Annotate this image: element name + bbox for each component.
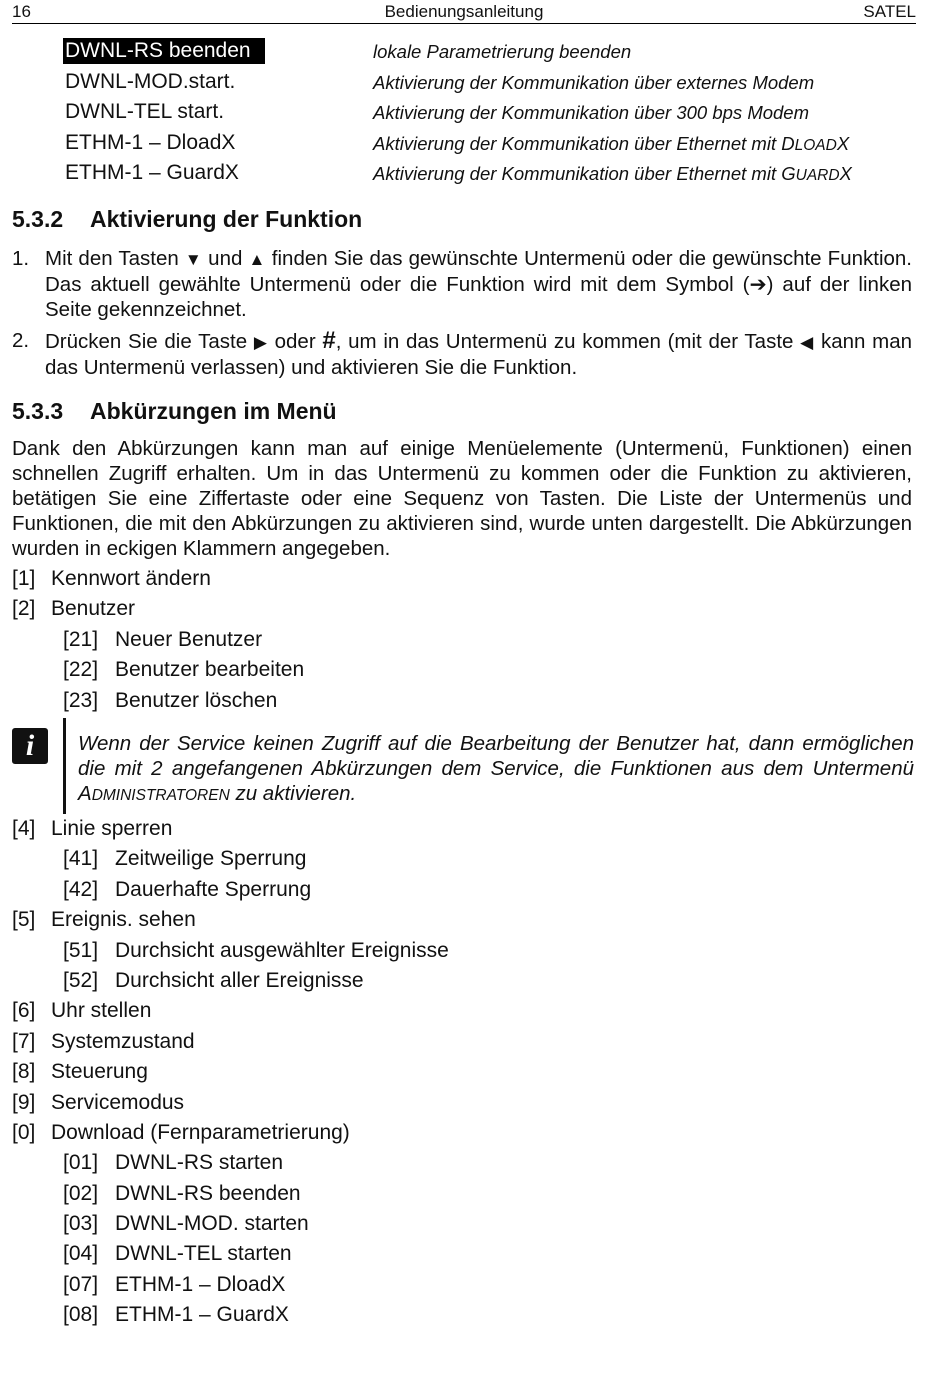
list-item: [7] Systemzustand [12, 1029, 195, 1053]
menu-description: Aktivierung der Kommunikation über externes Modem [373, 71, 815, 93]
menu-row [63, 38, 913, 69]
page-header [12, 0, 916, 24]
list-item: [6] Uhr stellen [12, 999, 152, 1023]
shortcuts-intro-paragraph: Dank den Abkürzungen kann man auf einige Menüelemente (Untermenü, Funktionen) einen schnellen Zugriff erhalten. Um in das Untermenü zu kommen oder die Funktion zu aktivieren, betätigen Sie eine Ziffertaste oder eine Sequenz von Tasten. Die Liste der Untermenüs und Funktionen, die mit den Abkürzungen zu aktivieren sind, wurde unten dargestellt. Die Abkürzungen wurden in eckigen Klammern angegeben. [12, 437, 912, 560]
list-item: [42] Dauerhafte Sperrung [63, 877, 312, 901]
arrow-right-icon: ▶ [253, 333, 268, 352]
list-item: [2] Benutzer [12, 597, 136, 621]
arrow-up-icon: ▲ [248, 250, 266, 269]
page-number: 16 [12, 2, 31, 21]
menu-key: DWNL-TEL start. [65, 100, 225, 123]
list-item: [21] Neuer Benutzer [63, 627, 263, 651]
menu-description: Aktivierung der Kommunikation über 300 bps Modem [373, 102, 810, 123]
hash-key-icon: # [322, 327, 336, 354]
menu-description: lokale Parametrierung beenden [373, 41, 632, 62]
list-item: [08] ETHM-1 – GuardX [63, 1303, 289, 1327]
list-item: [22] Benutzer bearbeiten [63, 658, 305, 682]
list-item: [03] DWNL-MOD. starten [63, 1212, 309, 1236]
step-item: 2. Drücken Sie die Taste ▶ oder #, um in das Untermenü zu kommen (mit der Taste ◀ kann man das Untermenü verlassen) und aktivieren Sie die Funktion. [12, 327, 912, 379]
document-title: Bedienungsanleitung [384, 2, 544, 21]
list-item: [4] Linie sperren [12, 817, 173, 840]
info-icon: i [12, 728, 48, 764]
menu-description: Aktivierung der Kommunikation über Ethernet mit GUARDX [373, 163, 852, 184]
list-item: [5] Ereignis. sehen [12, 908, 196, 932]
menu-key: ETHM-1 – DloadX [65, 130, 236, 154]
list-item: [51] Durchsicht ausgewählter Ereignisse [63, 938, 449, 962]
section-heading-532: 5.3.2 Aktivierung der Funktion [12, 206, 363, 232]
list-item: [02] DWNL-RS beenden [63, 1181, 301, 1205]
menu-row [63, 160, 913, 191]
menu-key: ETHM-1 – GuardX [65, 161, 239, 184]
menu-row [63, 99, 913, 130]
list-item: [04] DWNL-TEL starten [63, 1242, 292, 1266]
menu-description: Aktivierung der Kommunikation über Ethernet mit DLOADX [373, 132, 850, 154]
brand-name: SATEL [863, 2, 916, 21]
arrow-down-icon: ▼ [184, 250, 203, 269]
menu-row [63, 130, 913, 161]
arrow-left-icon: ◀ [800, 333, 815, 352]
info-note [12, 718, 914, 816]
cursor-arrow-icon: ➔ [749, 273, 767, 296]
note-text: Wenn der Service keinen Zugriff auf die Bearbeitung der Benutzer hat, dann ermöglichen die mit 2 angefangenen Abkürzungen dem Service, die Funktionen aus dem Untermenü ADMINISTRATOREN zu aktivieren. [78, 732, 914, 805]
menu-key: DWNL-MOD.start. [65, 69, 236, 93]
list-item: [52] Durchsicht aller Ereignisse [63, 968, 364, 992]
list-item: [41] Zeitweilige Sperrung [63, 847, 307, 871]
menu-key-highlighted: DWNL-RS beenden [63, 38, 265, 64]
list-item: [0] Download (Fernparametrierung) [12, 1120, 350, 1144]
list-item: [1] Kennwort ändern [12, 567, 211, 590]
note-divider [63, 718, 66, 814]
menu-table [63, 38, 913, 191]
list-item: [07] ETHM-1 – DloadX [63, 1272, 286, 1296]
shortcut-list-a [12, 566, 304, 718]
menu-row [63, 69, 913, 100]
list-item: [23] Benutzer löschen [63, 688, 278, 712]
shortcut-list-b [12, 816, 449, 1333]
list-item: [9] Servicemodus [12, 1090, 185, 1114]
activation-steps [12, 246, 912, 386]
section-heading-533: 5.3.3 Abkürzungen im Menü [12, 398, 337, 424]
list-item: [8] Steuerung [12, 1060, 148, 1084]
list-item: [01] DWNL-RS starten [63, 1151, 284, 1175]
step-item: 1. Mit den Tasten ▼ und ▲ finden Sie das gewünschte Untermenü oder die gewünschte Funktion. Das aktuell gewählte Untermenü oder die Funktion wird mit dem Symbol (➔) auf der linken Seite gekennzeichnet. [12, 247, 912, 321]
